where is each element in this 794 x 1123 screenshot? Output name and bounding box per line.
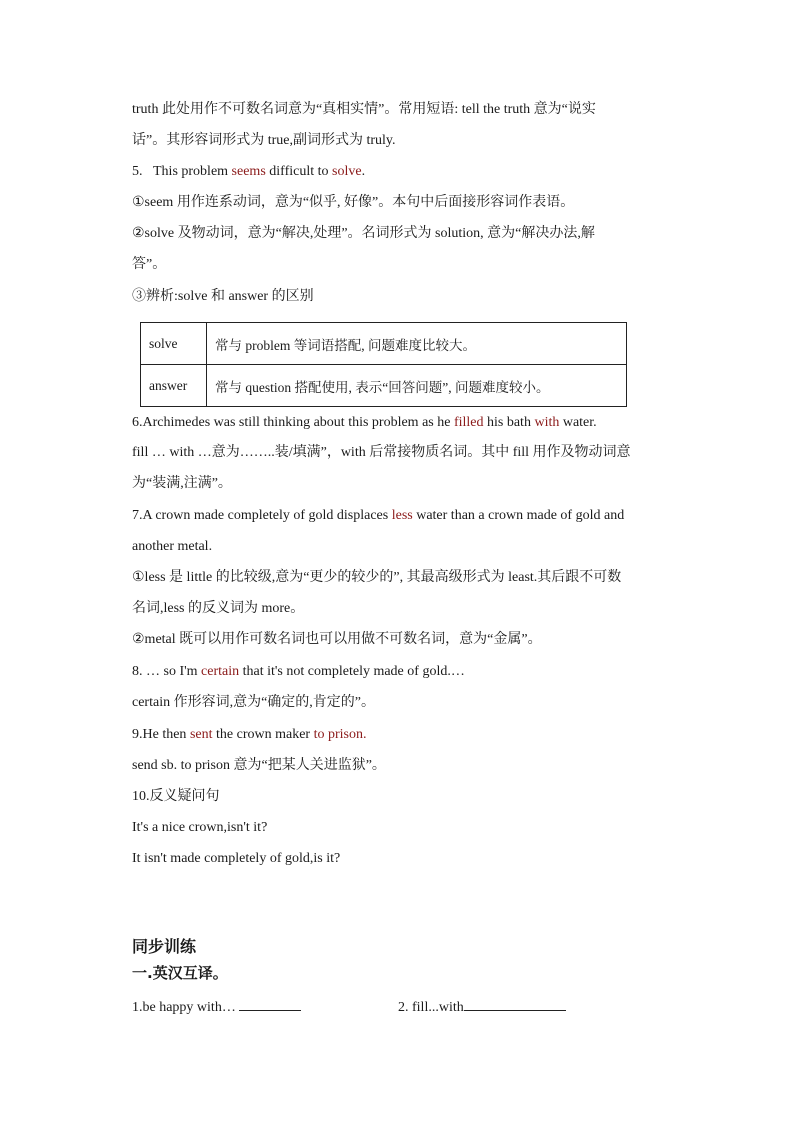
note-line: fill … with …意为……..装/填满”，with 后常接物质名词。其中 fill 用作及物动词意 (132, 445, 631, 460)
subsection-title: 一.英汉互译。 (132, 964, 228, 982)
sentence-text: that it's not completely made of gold.… (239, 664, 465, 679)
note-line: certain 作形容词,意为“确定的,肯定的”。 (132, 695, 376, 710)
comparison-table (140, 322, 627, 407)
sentence-text: 7.A crown made completely of gold displaces (132, 508, 392, 523)
highlight-word: sent (189, 727, 213, 742)
sentence-text: difficult to (265, 164, 332, 179)
table-cell-word: answer (141, 365, 207, 407)
sentence-8 (132, 662, 465, 682)
exercise-item (398, 996, 566, 1018)
sentence-text: water than a crown made of gold and (412, 508, 625, 523)
answer-blank[interactable] (239, 996, 301, 1011)
highlight-word: with (534, 415, 560, 430)
sentence-text: . (361, 164, 366, 179)
table-row (141, 323, 627, 365)
note-line: send sb. to prison 意为“把某人关进监狱”。 (132, 758, 386, 773)
answer-blank[interactable] (464, 996, 566, 1011)
sentence-line: another metal. (132, 539, 213, 554)
sentence-text: This problem (153, 164, 232, 179)
sentence-text: 9.He then (132, 727, 190, 742)
table-row (141, 365, 627, 407)
note-line: ①less 是 little 的比较级,意为“更少的较少的”, 其最高级形式为 least.其后跟不可数 (132, 570, 622, 585)
highlight-word: certain (201, 664, 240, 679)
note-line: 答”。 (132, 257, 167, 272)
note-line: ②solve 及物动词，意为“解决,处理”。名词形式为 solution, 意为“解决办法,解 (132, 226, 595, 241)
sentence-text: 6.Archimedes was still thinking about this problem as he (132, 415, 454, 430)
paragraph-line: truth 此处用作不可数名词意为“真相实情”。常用短语: tell the truth 意为“说实 (132, 102, 596, 117)
highlight-word: less (391, 508, 413, 523)
exercise-text: 2. fill...with (398, 1000, 464, 1015)
highlight-word: to prison. (313, 727, 367, 742)
sentence-line: It isn't made completely of gold,is it? (132, 851, 341, 866)
highlight-word: filled (453, 415, 484, 430)
table-cell-desc: 常与 problem 等词语搭配, 问题难度比较大。 (207, 323, 627, 365)
sentence-5 (132, 162, 365, 182)
highlight-word: solve (332, 164, 362, 179)
sentence-7 (132, 506, 624, 526)
sentence-text: 8. … so I'm (132, 664, 202, 679)
sentence-line: It's a nice crown,isn't it? (132, 820, 268, 835)
heading-line: 10.反义疑问句 (132, 789, 220, 804)
section-title: 同步训练 (132, 937, 197, 956)
sentence-text: water. (559, 415, 597, 430)
exercise-text: 1.be happy with… (132, 1000, 240, 1015)
exercise-item (132, 996, 301, 1018)
sentence-6 (132, 413, 597, 433)
note-line: ③辨析:solve 和 answer 的区别 (132, 289, 314, 304)
note-line: 名词,less 的反义词为 more。 (132, 601, 305, 616)
note-line: ①seem 用作连系动词，意为“似乎, 好像”。本句中后面接形容词作表语。 (132, 195, 575, 210)
sentence-text: the crown maker (212, 727, 314, 742)
item-number: 5. (132, 164, 143, 179)
note-line: ②metal 既可以用作可数名词也可以用做不可数名词，意为“金属”。 (132, 632, 542, 647)
sentence-text: his bath (483, 415, 535, 430)
table-cell-word: solve (141, 323, 207, 365)
paragraph-line: 话”。其形容词形式为 true,副词形式为 truly. (132, 133, 396, 148)
note-line: 为“装满,注满”。 (132, 476, 232, 491)
sentence-9 (132, 725, 366, 745)
table-cell-desc: 常与 question 搭配使用, 表示“回答问题”, 问题难度较小。 (207, 365, 627, 407)
highlight-word: seems (231, 164, 266, 179)
